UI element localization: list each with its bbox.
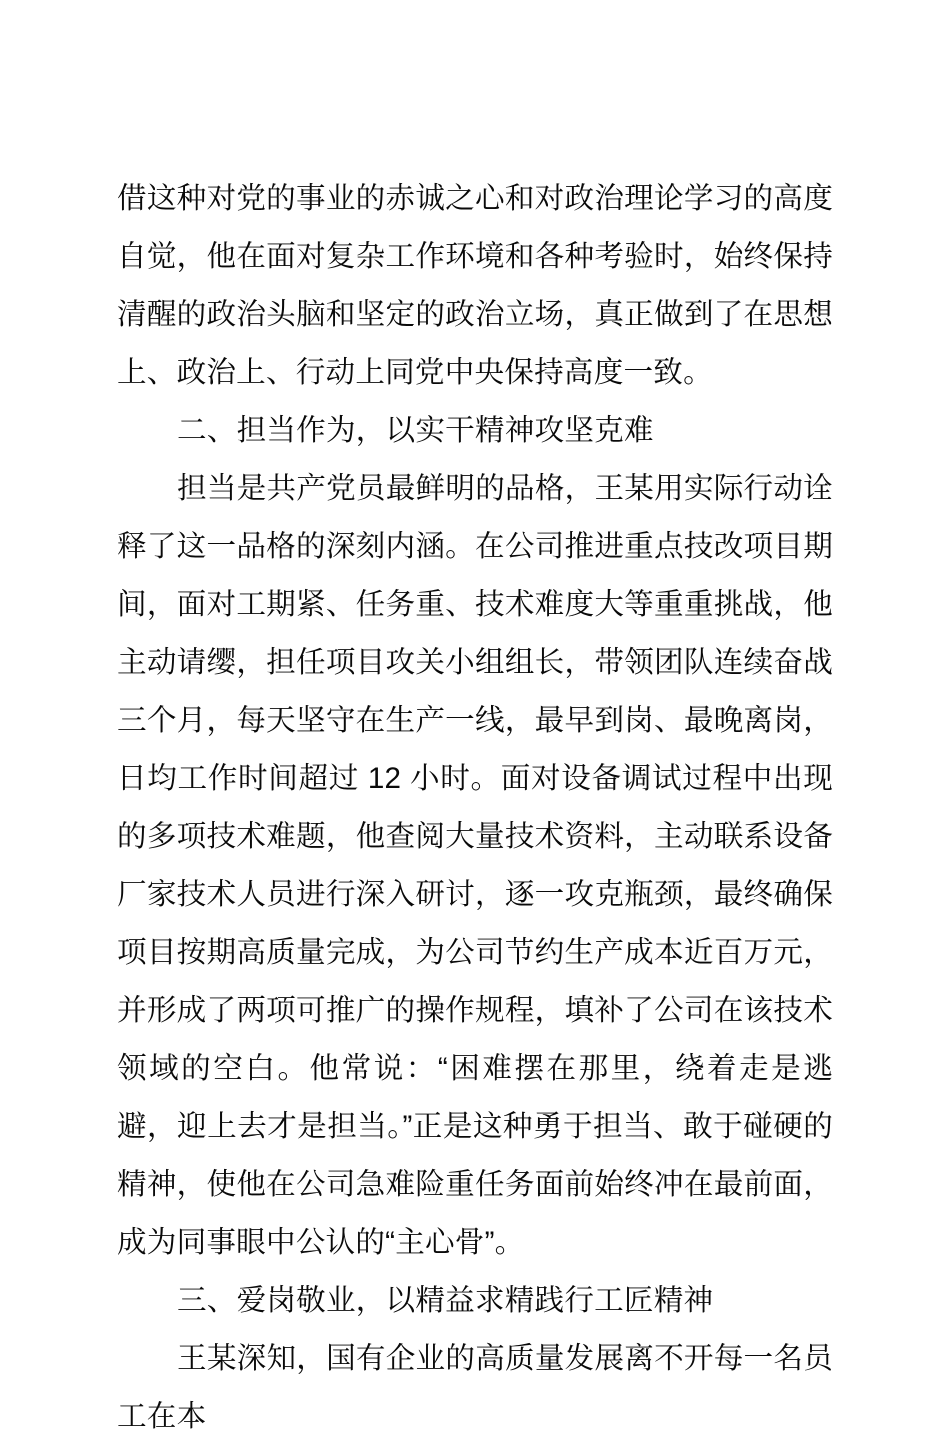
paragraph-section-two-body: 担当是共产党员最鲜明的品格，王某用实际行动诠释了这一品格的深刻内涵。在公司推进重点技改项目期间，面对工期紧、任务重、技术难度大等重重挑战，他主动请缨，担任项目攻关小组组长，带领团队连续奋战三个月，每天坚守在生产一线，最早到岗、最晚离岗，日均工作时间超过 12 小时。面对设备调试过程中出现的多项技术难题，他查阅大量技术资料，主动联系设备厂家技术人员进行深入研讨，逐一攻克瓶颈，最终确保项目按期高质量完成，为公司节约生产成本近百万元，并形成了两项可推广的操作规程，填补了公司在该技术领域的空白。他常说：“困难摆在那里，绕着走是逃避，迎上去才是担当。”正是这种勇于担当、敢于碰硬的精神，使他在公司急难险重任务面前始终冲在最前面，成为同事眼中公认的“主心骨”。: [117, 472, 833, 1259]
paragraph-section-three-body: 王某深知，国有企业的高质量发展离不开每一名员工在本: [117, 1342, 833, 1433]
heading-section-two: 二、担当作为，以实干精神攻坚克难: [177, 414, 654, 447]
document-text-column: [117, 170, 833, 1446]
paragraph-political-loyalty-continued: 借这种对党的事业的赤诚之心和对政治理论学习的高度自觉，他在面对复杂工作环境和各种考验时，始终保持清醒的政治头脑和坚定的政治立场，真正做到了在思想上、政治上、行动上同党中央保持高度一致。: [117, 182, 833, 389]
heading-section-three: 三、爱岗敬业，以精益求精践行工匠精神: [177, 1284, 714, 1317]
